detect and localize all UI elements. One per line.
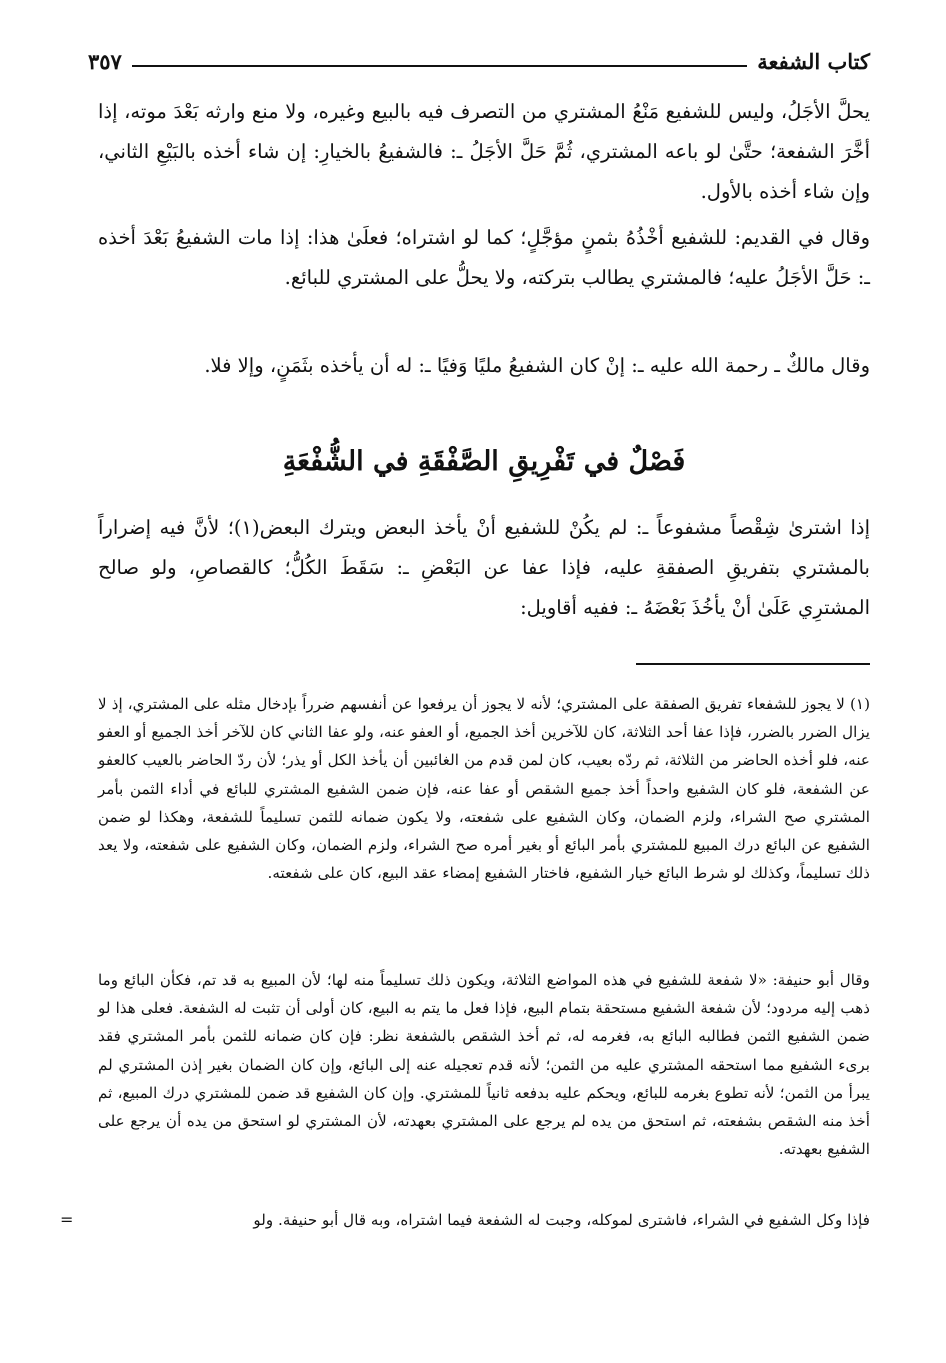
section-paragraph: إذا اشترىٰ شِقْصاً مشفوعاً ـ: لم يكُنْ للشفيع أنْ يأخذ البعض ويترك البعض(١)؛ لأنَّ فيه إضراراً بالمشتري بتفريقِ الصفقةِ عليه، فإذا عفا عن البَعْضِ ـ: سَقَطَ الكُلُّ؛ كالقصاصِ، ولو صالح المشترِي عَلَىٰ أنْ يأخُذَ بَعْضَهُ ـ: ففيه أقاويل: bbox=[98, 516, 870, 619]
footnote-separator bbox=[636, 663, 870, 665]
page-number: ٣٥٧ bbox=[88, 49, 122, 74]
running-title: كتاب الشفعة bbox=[757, 49, 870, 74]
continuation-mark: = bbox=[60, 1210, 74, 1229]
footnote-3: فإذا وكل الشفيع في الشراء، فاشترى لموكله، وجبت له الشفعة فيما اشتراه، وبه قال أبو حنيفة. ولو bbox=[253, 1211, 870, 1229]
section-heading: فَصْلٌ في تَفْرِيقِ الصَّفْقَةِ في الشُّفْعَةِ bbox=[282, 446, 686, 477]
page-header bbox=[88, 36, 870, 76]
footnote-2: وقال أبو حنيفة: «لا شفعة للشفيع في هذه المواضع الثلاثة، ويكون ذلك تسليماً منه لها؛ لأن المبيع به قد تم، فكأن البائع وما ذهب إليه مردود؛ لأن شفعة الشفيع مستحقة بتمام البيع، فإذا فعل ما يتم به البيع، كان أولى أن تثبت له الشفعة. فعلى هذا لو ضمن الشفيع الثمن فطالبه البائع به، فغرمه له، ثم أخذ الشقص بالشفعة نظر: فإن كان ضمانه للثمن بأمر المشتري فقد برىء الشفيع مما استحقه المشتري عليه من الثمن؛ لأنه قدم تعجيله عنه إلى البائع، وإن كان الضمان بغير إذن المشتري لم يبرأ من الثمن؛ لأنه تطوع بغرمه للبائع، ويحكم عليه بدفعه ثانياً للمشتري. وإن كان الشفيع قد ضمن للمشتري درك المبيع، ثم أخذ منه الشقص بشفعته، ثم استحق من يده لم يرجع على المشتري بعهدته، لأن المشتري لو استحق من يده أن يرجع على الشفيع بعهدته. bbox=[98, 971, 870, 1159]
paragraph-3: وقال مالكٌ ـ رحمة الله عليه ـ: إنْ كان الشفيعُ مليًا وَفيًا ـ: له أن يأخذه بثَمَنٍ، وإلا فلا. bbox=[204, 354, 870, 377]
header-rule bbox=[132, 65, 747, 67]
footnote-1: (١) لا يجوز للشفعاء تفريق الصفقة على المشتري؛ لأنه لا يجوز أن يرفعوا عن أنفسهم ضرراً بإدخال مثله على المشتري، إذ لا يزال الضرر بالضرر، فإذا عفا أحد الثلاثة، كان للآخرين أخذ الجميع، أو العفو عنه، ولو عفا الثاني كان للآخر أخذ الجميع أو العفو عنه، فلو أخذه الحاضر من الثلاثة، ثم ردّه بعيب، كان لمن قدم من الغائبين أن يأخذ الكل أو يذر؛ لأن ردّ الحاضر بالعيب كالعفو عن الشفعة، فلو كان الشفيع واحداً أخذ جميع الشقص أو عفا عنه، فإن ضمن الشفيع المشتري للبائع في أداء الثمن بأمر المشتري صح الشراء، ولزم الضمان، وكان الشفيع على شفعته، ولا يكون ضمانه للثمن تسليماً للشفعة، وهكذا لو ضمن الشفيع عن البائع درك المبيع للمشتري بأمر البائع أو بغير أمره صح الشراء، ولزم الضمان، وكان الشفيع على شفعته، ولا يعد ذلك تسليماً، وكذلك لو شرط البائع خيار الشفيع، فاختار الشفيع إمضاء عقد البيع، كان على شفعته. bbox=[98, 695, 870, 883]
paragraph-1: يحلَّ الأجَلُ، وليس للشفيع مَنْعُ المشتري من التصرف فيه بالبيع وغيره، ولا منع وارثه بَعْدَ موته، إذا أخَّرَ الشفعة؛ حتَّىٰ لو باعه المشتري، ثُمَّ حَلَّ الأجَلُ ـ: فالشفيعُ بالخيارِ: إن شاء أخذه بالبَيْعِ الثاني، وإن شاء أخذه بالأول. bbox=[98, 100, 870, 203]
paragraph-2: وقال في القديم: للشفيع أخْذُهُ بثمنٍ مؤجَّلٍ؛ كما لو اشتراه؛ فعلَىٰ هذا: إذا مات الشفيعُ بَعْدَ أخذه ـ: حَلَّ الأجَلُ عليه؛ فالمشتري يطالب بتركته، ولا يحلُّ على المشتري للبائع. bbox=[98, 226, 870, 289]
